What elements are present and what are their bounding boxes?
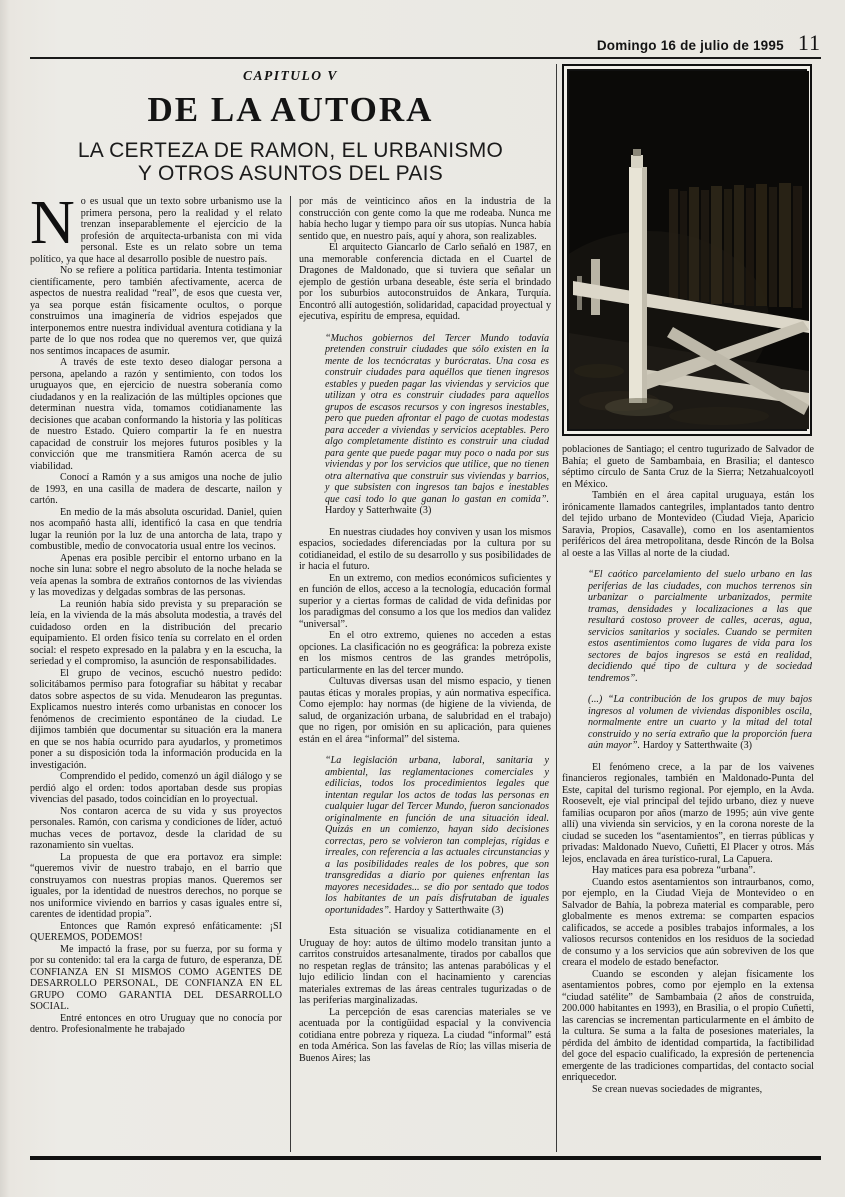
paragraph: No es usual que un texto sobre urbanismo use la primera persona, pero la realidad y el relato trenzan inseparablemente el ejercicio de la profesión de arquitecta-urbanista con mi vida personal. Este es un relato sobre un tema político, ya que hace al desarrollo posible de nuestro país. — [30, 196, 282, 265]
quote-paragraph: “Muchos gobiernos del Tercer Mundo todavía pretenden construir ciudades que sólo existen en la mente de los tecnócratas y burócratas. Una cosa es construir ciudades para aquéllos que tienen ingresos estables y pueden pagar las viviendas y servicios que utilizan y otra es construir ciudades para aquellos grupos de escasos recursos y con ingresos inestables, pero que pueden afrontar el pago de cuotas modestas para acceder a viviendas y servicios aceptables. Pero algo completamente distinto es construir una ciudad para gente que puede pagar muy poco o nada por sus viviendas y por los servicios que utilice, que no tienen otra alternativa que construir sus viviendas y barrios, y que subsisten con ingresos tan bajos e inestables que casi todo lo que ganan lo gastan en comida”. Hardoy y Satterhwaite (3) — [325, 332, 549, 516]
page-title: DE LA AUTORA — [147, 90, 434, 129]
left-section — [30, 64, 551, 1152]
drop-cap: N — [30, 196, 75, 257]
paragraph: También en el área capital uruguaya, están los irónicamente llamados cantegriles, implantados tanto dentro del tejido urbano de Montevideo (Ciudad Vieja, Aparicio Saravia, Propios, Casavalle), como en los asentamientos periféricos del área metropolitana, desde Rincón de la Bolsa al oeste a las Villas al norte de la ciudad. — [562, 490, 814, 559]
page-header — [30, 30, 821, 56]
column-2 — [299, 196, 551, 1152]
night-fence-photo-art — [569, 71, 809, 429]
quote-attribution: Hardoy y Satterhwaite (3) — [325, 505, 432, 516]
quote-attribution: Hardoy y Satterthwaite (3) — [640, 740, 753, 751]
paragraph: Cultuvas diversas usan del mismo espacio, y tienen pautas éticas y morales propias, y aún normativa específica. Como ejemplo: hay normas (de higiene de la vivienda, de salud, de organización urbana, de salubridad en el trabajo) que no rigen, por omisión en su aplicación, para quienes están en el área “informal” del sistema. — [299, 676, 551, 745]
bottom-rule — [30, 1156, 821, 1160]
article-subtitle — [30, 139, 551, 185]
quote-paragraph: “La legislación urbana, laboral, sanitaria y ambiental, las reglamentaciones comerciales y edilicias, todos los procedimientos legales que intentan regular los actos de todas las personas en cualquier lugar del Tercer Mundo, fueron sancionados originalmente en función de una situación ideal. Quizás en un comienzo, hayan sido decisiones correctas, pero se volvieron tan complejas, rígidas e irreales, con referencia a las actuales circunstancias y a las posibilidades reales de los pobres, que son transgredidas a diario por quienes enfrentan las mayores necesidades... se dio por sentado que todos los habitantes de un país disfrutaban de iguales oportunidades”. Hardoy y Satterthwaite (3) — [325, 755, 549, 916]
paragraph: Conocí a Ramón y a sus amigos una noche de julio de 1993, en una casilla de madera de descarte, nailon y cartón. — [30, 472, 282, 506]
column-divider-1 — [290, 196, 291, 1152]
paragraph: En el otro extremo, quienes no acceden a estas opciones. La clasificación no es geográfica: la pobreza existe en los mismos centros de las grandes metrópolis, particularmente en las del tercer mundo. — [299, 630, 551, 676]
chapter-label: CAPITULO V — [243, 68, 338, 83]
paragraph: Cuando estos asentamientos son intraurbanos, como, por ejemplo, en la Ciudad Vieja de Montevideo o en Salvador de Bahía, la pobreza material es comparable, pero globalmente es menos extrema: se comparten espacios calificados, se accede a posibles trabajos informales, a los valiosos recursos contenidos en los residuos de la sociedad de consumo y a los servicios que aún sobreviven de los que creara el modelo de estado benefactor. — [562, 876, 814, 968]
subtitle-line-1: LA CERTEZA DE RAMON, EL URBANISMO — [77, 139, 504, 162]
photo-frame — [562, 64, 812, 436]
column-3 — [562, 444, 814, 1152]
paragraph: Apenas era posible percibir el entorno urbano en la noche sin luna: sobre el negro absoluto de la noche helada se veía apenas la sombra de extraños contornos de las viviendas y las movedizas y delgadas sombras de las personas. — [30, 552, 282, 598]
paragraph: Esta situación se visualiza cotidianamente en el Uruguay de hoy: autos de último modelo transitan junto a carritos construidos artesanalmente, tirados por caballos que no respetan reglas de tránsito; las antenas parabólicas y el lujo edilicio lindan con el hacinamiento y carencias materiales extremas de las áreas centrales tugurizadas o de las periferias marginalizadas. — [299, 926, 551, 1006]
paragraph: El grupo de vecinos, escuchó nuestro pedido: solicitábamos permiso para fotografiar su hábitat y recabar datos sobre aspectos de su vida. Menudearon las preguntas. Explicamos nuestro interés como urbanistas en conocer los fenómenos de crecimiento espontáneo de la ciudad. Le dijimos también que documentar su situación era la manera en que se nos había ocurrido para ayudarlos, y prometimos poner a su disposición toda la información producida en la investigación. — [30, 667, 282, 771]
quote-paragraph: (...) “La contribución de los grupos de muy bajos ingresos al volumen de viviendas disponibles oscila, normalmente entre un cuarto y la mitad del total construido y no sería extraño que la proporción fuera aún mayor”. Hardoy y Satterthwaite (3) — [588, 694, 812, 751]
paragraph: La reunión había sido prevista y su preparación se leía, en la vivienda de la más absoluta modestia, a través del cuidadoso orden en la distribución del precario equipamiento. El orden físico tenía su correlato en el orden social: el respeto expresado en la palabra y en la escucha, la seriedad y el compromiso, la asunción de responsabilidades. — [30, 598, 282, 667]
paragraph: La percepción de esas carencias materiales se ve acentuada por la contigüidad espacial y la convivencia cotidiana entre pobreza y riqueza. La ciudad “informal” está en toda América. Son las favelas de Río; las villas miseria de Buenos Aires; las — [299, 1006, 551, 1064]
paragraph: Hay matices para esa pobreza “urbana”. — [592, 865, 756, 876]
page-number: 11 — [797, 30, 821, 55]
paragraph: El fenómeno crece, a la par de los vaivenes financieros regionales, también en Maldonado-Punta del Este, capital del turismo regional. Por ejemplo, en la Avda. Roosevelt, eje vial principal del tejido urbano, diez y nueve familias ocuparon por años (marzo de 1995; aún vive gente allí) una vivienda sin servicios, y en la corona noreste de la ciudad se suceden los “asentamientos”, en tierras públicas y privadas: Maldonado Nuevo, Cuñetti, El Placer y otros. Más lejos, enclavada en área turístico-rural, La Capuera. — [562, 761, 814, 865]
paragraph: Cuando se esconden y alejan físicamente los asentamientos pobres, como por ejemplo en la extensa “ciudad satélite” de Sambambaia (2 años de construida, 200.000 habitantes en 1993), en Brasilia, o el propio Cuñetti, las carencias se incrementan particularmente en el ámbito de la cultura. Se suma a la falta de posesiones materiales, la pérdida del ámbito de identidad compartida, la factibilidad del goce del espacio cualificado, la expresión de pertenencia emergente de las tradiciones compartidas, del contacto social enriquecedor. — [562, 968, 814, 1083]
paragraph: Comprendido el pedido, comenzó un ágil diálogo y se perdió algo el orden: todos aportaban desde sus propias vivencias del pasado, todos coincidían en lo proyectual. — [30, 771, 282, 805]
header-rule — [30, 57, 821, 59]
quote-attribution: Hardoy y Satterthwaite (3) — [391, 904, 504, 916]
date-text: Domingo 16 de julio de 1995 — [596, 38, 784, 53]
subtitle-line-2: Y OTROS ASUNTOS DEL PAIS — [137, 162, 444, 185]
paragraph: El arquitecto Giancarlo de Carlo señaló en 1987, en una memorable conferencia dictada en el Cuartel de Dragones de Maldonado, que si tuviera que señalar un ejemplo de gestión urbana deseable, éste sería el brindado por los suburbios autoconstruidos de Ankara, Turquía. Encontró allí autogestión, solidaridad, capacidad proyectual y ejecutiva, espíritu de empresa, equidad. — [299, 242, 551, 322]
column-divider-2 — [556, 64, 557, 1152]
paragraph: Me impactó la frase, por su fuerza, por su forma y por su contenido: tal era la carga de futuro, de esperanza, DE CONFIANZA EN SI MISMOS COMO AGENTES DE DESARROLLO PERSONAL, DE CONFIANZA EN EL GRUPO COMO GARANTIA DEL DESARROLLO SOCIAL. — [30, 943, 282, 1012]
paragraph: por más de veinticinco años en la industria de la construcción con gente como la que me rodeaba. Nunca me había hecho lugar y tiempo para oír sus utopías. Nunca había sentido que, en nuestro país, aquí y ahora, son realizables. — [299, 196, 551, 242]
paragraph: La propuesta de que era portavoz era simple: “queremos vivir de nuestro trabajo, en el barrio que construyamos con nuestras propias manos. Queremos ser iguales, por la identidad de nuestros derechos, no porque se nos uniformice viviendo en barrios y casas iguales entre sí, carentes de identidad propia”. — [30, 851, 282, 920]
paragraph: Entré entonces en otro Uruguay que no conocía por dentro. Profesionalmente he trabajado — [30, 1012, 282, 1035]
paragraph: poblaciones de Santiago; el centro tugurizado de Salvador de Bahía; el gueto de Sambambaia, en Brasilia; el dantesco séptimo círculo de Santa Cruz de la Sierra; Netzahualcoyotl en México. — [562, 444, 814, 490]
paragraph: Nos contaron acerca de su vida y sus proyectos personales. Ramón, con carisma y condiciones de líder, actuó muchas veces de portavoz, desde la claridad de su razonamiento sin vueltas. — [30, 805, 282, 851]
paragraph: A través de este texto deseo dialogar persona a persona, apelando a razón y sentimiento, con todos los uruguayos que, en ejercicio de nuestra soberanía como ciudadanos y en la realización de las múltiples opciones que determinan nuestra vida, tomamos cotidianamente las decisiones que acaban conformando la historia y las políticas de nuestro Estado. Quiero compartir la fe en nuestra capacidad de construir los mejores futuros posibles y la convicción que me transmitiera Ramón acerca de su viabilidad. — [30, 357, 282, 472]
paragraph: En un extremo, con medios económicos suficientes y en función de ellos, acceso a la tecnología, educación formal superior y a ciertas formas de calidad de vida definidas por los paradigmas del consumo a los que los medios dan validez “universal”. — [299, 572, 551, 630]
text-columns — [30, 196, 551, 1152]
paragraph: En nuestras ciudades hoy conviven y usan los mismos espacios, sociedades diferenciadas por la cultura por su cotidianeidad, el estilo de su desarrollo y sus posibilidades de ir hacia el futuro. — [299, 526, 551, 572]
night-fence-photo — [567, 69, 807, 431]
paragraph: Se crean nuevas sociedades de migrantes, — [592, 1083, 763, 1095]
paragraph: En medio de la más absoluta oscuridad. Daniel, quien nos acompañó hasta allí, identificó la casa en que tendría lugar la reunión por la luz de una antorcha de lata, trapo y combustible, medio de convocatoria usual entre los vecinos. — [30, 506, 282, 552]
page-content — [30, 64, 821, 1152]
column-1 — [30, 196, 282, 1152]
paragraph: No se refiere a política partidaria. Intenta testimoniar científicamente, pero también afectivamente, acerca de aspectos de nuestra realidad “real”, de esos que cuesta ver, ya sea porque están físicamente ocultos, o porque construimos una imaginería de vidrios espejados que interponemos entre nuestra individual aventura cotidiana y la parte de lo que nos rodea que no queremos ver, que quizá nos sentimos incapaces de asumir. — [30, 265, 282, 357]
paragraph: Entonces que Ramón expresó enfáticamente: ¡SI QUEREMOS, PODEMOS! — [30, 920, 282, 943]
title-block — [30, 64, 551, 196]
quote-paragraph: “El caótico parcelamiento del suelo urbano en las periferias de las ciudades, con muchos terrenos sin urbanizar o parcialmente urbanizados, permite tramas, densidades y localizaciones a las que resultará costoso proveer de calles, aceras, agua, servicios sanitarios y sociales. Cuando se permiten estos asentimientos como lugares de vida para los sectores de bajos ingresos se está en realidad, decidiendo qué tipo de cultura y de sociedad tendremos”. — [588, 569, 812, 684]
right-section — [562, 64, 821, 1152]
